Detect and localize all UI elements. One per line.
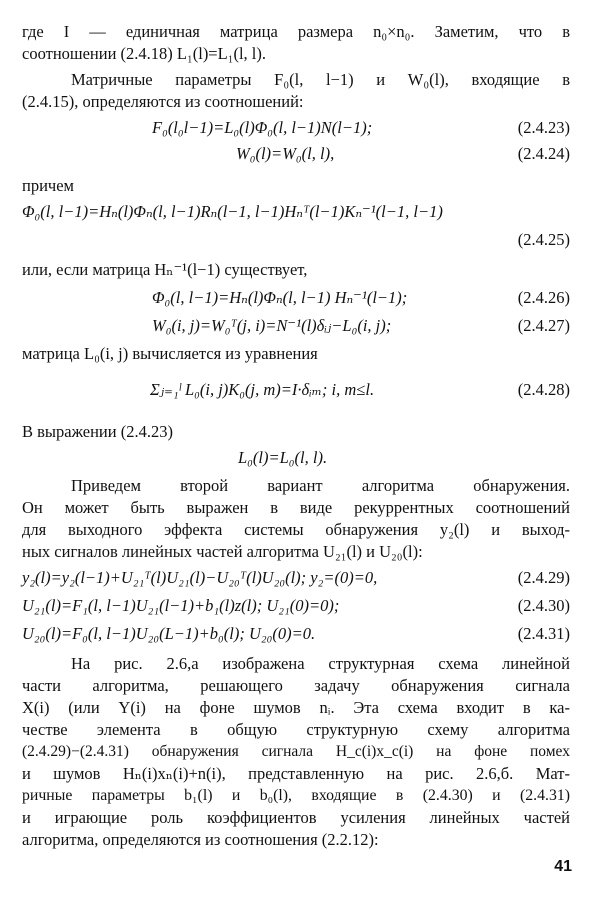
equation: U₂₀(l)=F₀(l, l−1)U₂₀(L−1)+b₀(l); U₂₀(0)=0. <box>22 624 316 643</box>
text-line: честве элемента в общую структурную схему алгоритма <box>22 720 570 739</box>
text-line: для выходного эффекта системы обнаружения y₂(l) и выход- <box>22 520 570 539</box>
text-line: матрица L₀(i, j) вычисляется из уравнения <box>22 344 318 363</box>
text-line: причем <box>22 176 74 195</box>
equation: F₀(l₀l−1)=L₀(l)Φ₀(l, l−1)N(l−1); <box>152 118 373 137</box>
text-line: ричные параметры b₁(l) и b₀(l), входящие в (2.4.30) и (2.4.31) <box>22 787 570 804</box>
equation-number: (2.4.28) <box>517 380 570 399</box>
equation-number: (2.4.31) <box>517 624 570 643</box>
equation: Σⱼ₌₁ˡ L₀(i, j)K₀(j, m)=I·δᵢₘ; i, m≤l. <box>150 380 375 399</box>
equation: U₂₁(l)=F₁(l, l−1)U₂₁(l−1)+b₁(l)z(l); U₂₁(0)=0); <box>22 596 340 615</box>
text-line: X(i) (или Y(i) на фоне шумов nᵢ. Эта схема входит в ка- <box>22 698 570 717</box>
text-line: и играющие роль коэффициентов усиления линейных частей <box>22 808 570 827</box>
text-line: части алгоритма, решающего задачу обнаружения сигнала <box>22 676 570 695</box>
equation: W₀(i, j)=W₀ᵀ(j, i)=N⁻¹(l)δᵢⱼ−L₀(i, j); <box>152 316 392 335</box>
equation-number: (2.4.26) <box>517 288 570 307</box>
equation: y₂(l)=y₂(l−1)+U₂₁ᵀ(l)U₂₁(l)−U₂₀ᵀ(l)U₂₀(l); y₂=(0)=0, <box>22 568 378 587</box>
text-line: и шумов Hₙ(i)xₙ(i)+n(i), представленную на рис. 2.6,б. Мат- <box>22 764 570 783</box>
equation: L₀(l)=L₀(l, l). <box>238 448 328 467</box>
equation-number: (2.4.27) <box>517 316 570 335</box>
text-line: В выражении (2.4.23) <box>22 422 173 441</box>
equation-number: (2.4.30) <box>517 596 570 615</box>
text-line: алгоритма, определяются из соотношения (2.2.12): <box>22 830 379 849</box>
equation-number: (2.4.29) <box>517 568 570 587</box>
text-line: или, если матрица Hₙ⁻¹(l−1) существует, <box>22 260 308 279</box>
text-line: ных сигналов линейных частей алгоритма U₂₁(l) и U₂₀(l): <box>22 542 423 561</box>
equation: Φ₀(l, l−1)=Hₙ(l)Φₙ(l, l−1) Hₙ⁻¹(l−1); <box>152 288 408 307</box>
equation-number: (2.4.24) <box>517 144 570 163</box>
text-line: На рис. 2.6,а изображена структурная схема линейной <box>71 654 570 673</box>
text-line: Он может быть выражен в виде рекуррентных соотношений <box>22 498 570 517</box>
equation: W₀(l)=W₀(l, l), <box>236 144 335 163</box>
text-line: (2.4.29)−(2.4.31) обнаружения сигнала H_c(i)x_c(i) на фоне помех <box>22 743 570 760</box>
text-line: где I — единичная матрица размера n₀×n₀. Заметим, что в <box>22 22 570 41</box>
page-number: 41 <box>554 858 572 875</box>
text-line: соотношении (2.4.18) L₁(l)=L₁(l, l). <box>22 44 266 63</box>
text-line: Матричные параметры F₀(l, l−1) и W₀(l), входящие в <box>71 70 570 89</box>
equation: Φ₀(l, l−1)=Hₙ(l)Φₙ(l, l−1)Rₙ(l−1, l−1)Hₙᵀ(l−1)Kₙ⁻¹(l−1, l−1) <box>22 202 443 221</box>
text-line: Приведем второй вариант алгоритма обнаружения. <box>71 476 570 495</box>
text-line: (2.4.15), определяются из соотношений: <box>22 92 304 111</box>
equation-number: (2.4.23) <box>517 118 570 137</box>
equation-number: (2.4.25) <box>517 230 570 249</box>
